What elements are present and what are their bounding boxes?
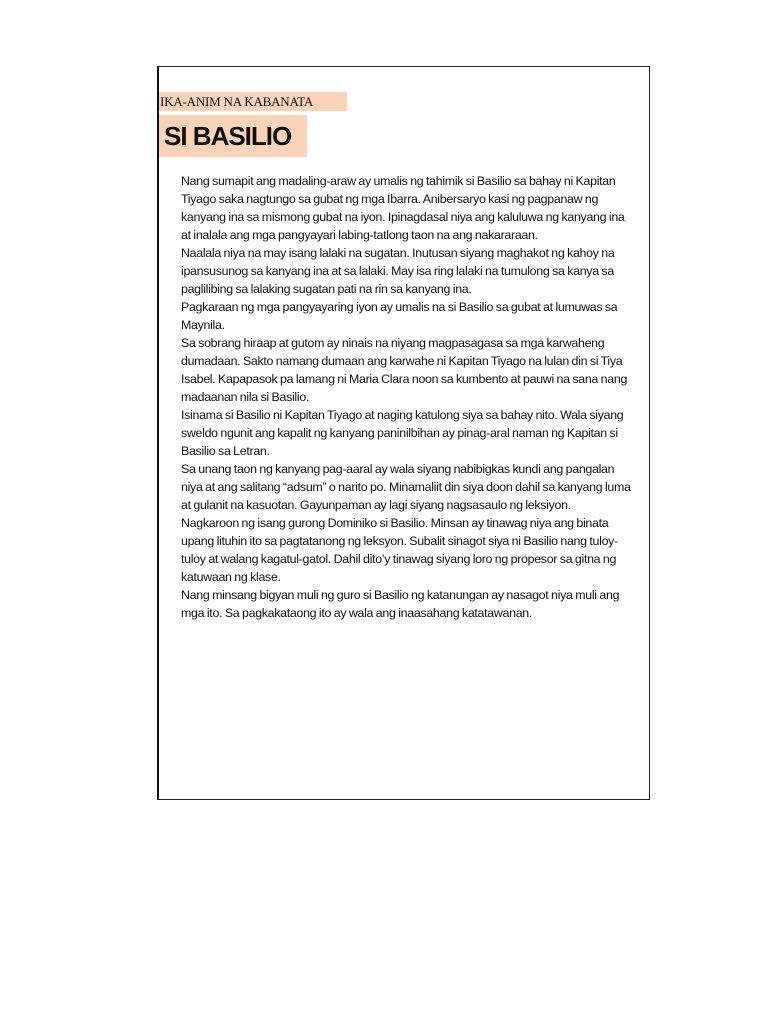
chapter-label: IKA-ANIM NA KABANATA [159,92,347,111]
body-text [181,172,633,622]
paragraph: Naalala niya na may isang lalaki na sugatan. Inutusan siyang maghakot ng kahoy na ipansusunog sa kanyang ina at sa lalaki. May isa ring lalaki na tumulong sa kanya sa paglilibing sa lalaking sugatan pati na rin sa kanyang ina. [181,246,615,296]
paragraph: Sa sobrang hiraap at gutom ay ninais na niyang magpasagasa sa mga karwaheng dumadaan. Sakto namang dumaan ang karwahe ni Kapitan Tiyago na lulan din si Tiya Isabel. Kapapasok pa lamang ni Maria Clara noon sa kumbento at pauwi na sana nang madaanan nila si Basilio. [181,336,628,404]
paragraph: Sa unang taon ng kanyang pag-aaral ay wala siyang nabibigkas kundi ang pangalan niya at ang salitang “adsum” o narito po. Minamaliit din siya doon dahil sa kanyang luma at gulanit na kasuotan. Gayunpaman ay lagi siyang nagsasaulo ng leksiyon. [181,462,631,512]
paragraph: Nang sumapit ang madaling-araw ay umalis ng tahimik si Basilio sa bahay ni Kapitan Tiyago saka nagtungo sa gubat ng mga Ibarra. Anibersaryo kasi ng pagpanaw ng kanyang ina sa mismong gubat na iyon. Ipinagdasal niya ang kaluluwa ng kanyang ina at inalala ang mga pangyayari labing-tatlong taon na ang nakararaan. [181,174,625,242]
paragraph: Pagkaraan ng mga pangyayaring iyon ay umalis na si Basilio sa gubat at lumuwas sa Maynila. [181,300,618,332]
chapter-title: SI BASILIO [159,115,307,157]
paragraph: Nang minsang bigyan muli ng guro si Basilio ng katanungan ay nasagot niya muli ang mga ito. Sa pagkakataong ito ay wala ang inaasahang katatawanan. [181,588,620,620]
paragraph: Isinama si Basilio ni Kapitan Tiyago at naging katulong siya sa bahay nito. Wala siyang sweldo ngunit ang kapalit ng kanyang paninilbihan ay pinag-aral naman ng Kapitan si Basilio sa Letran. [181,408,624,458]
paragraph: Nagkaroon ng isang gurong Dominiko si Basilio. Minsan ay tinawag niya ang binata upang lituhin ito sa pagtatanong ng leksyon. Subalit sinagot siya ni Basilio nang tuloy-tuloy at walang kagatul-gatol. Dahil dito’y tinawag siyang loro ng propesor sa gitna ng katuwaan ng klase. [181,516,618,584]
